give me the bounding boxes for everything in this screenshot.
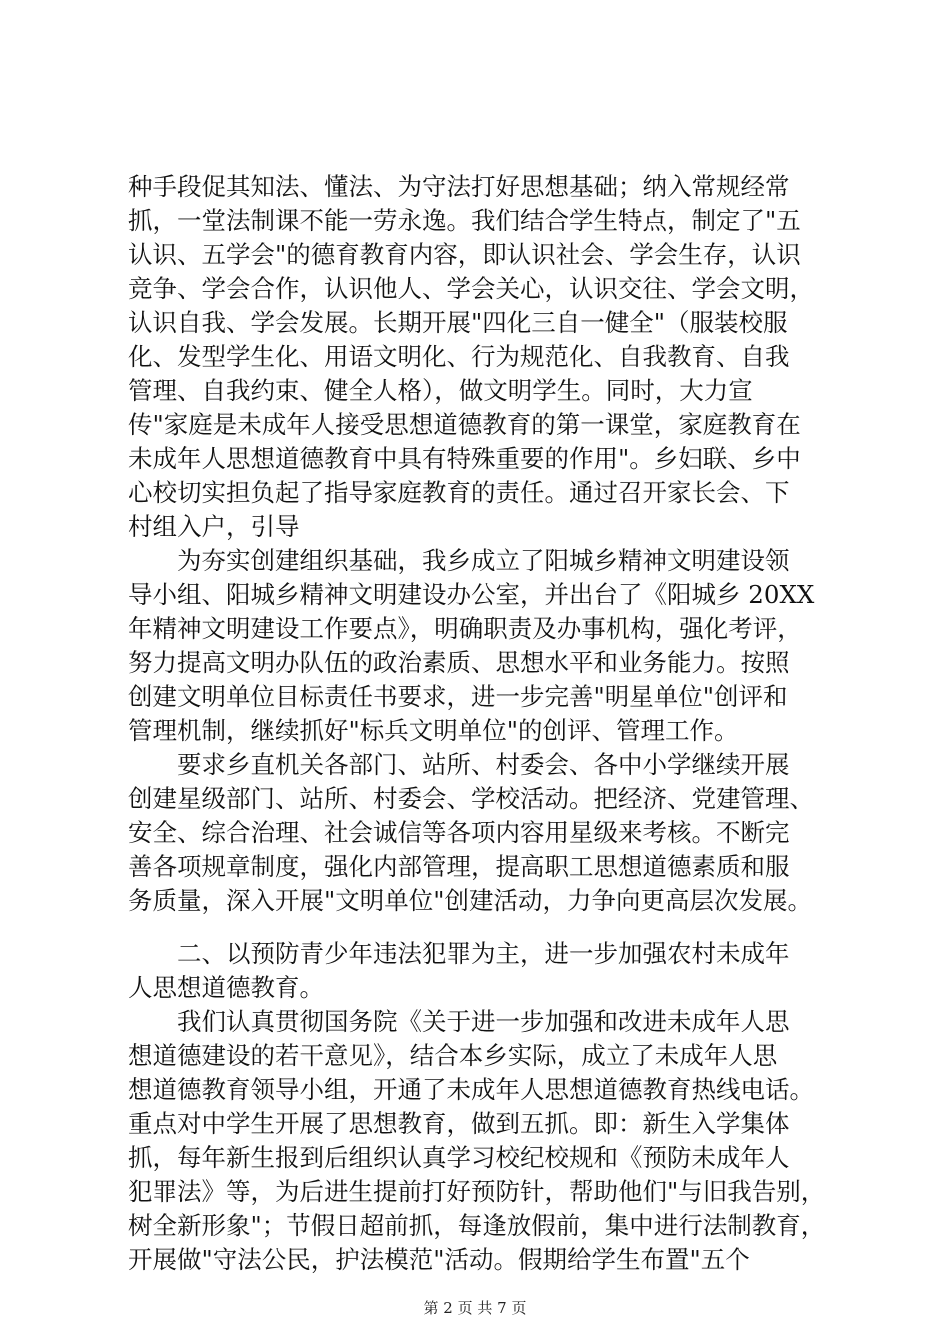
paragraph-3 (128, 748, 828, 918)
heading-line: 人思想道德教育。 (128, 973, 324, 1002)
paragraph-5 (128, 1005, 828, 1277)
text-line: 导小组、阳城乡精神文明建设办公室，并出台了《阳城乡 20XX (128, 580, 815, 609)
text-line: 想道德教育领导小组，开通了未成年人思想道德教育热线电话。 (128, 1075, 814, 1104)
text-line: 努力提高文明办队伍的政治素质、思想水平和业务能力。按照 (128, 648, 790, 677)
text-line: 化、发型学生化、用语文明化、行为规范化、自我教育、自我 (128, 342, 790, 371)
text-line: 树全新形象"；节假日超前抓，每逢放假前，集中进行法制教育， (128, 1211, 826, 1240)
text-line: 认识自我、学会发展。长期开展"四化三自一健全"（服装校服 (128, 308, 788, 337)
text-line: 想道德建设的若干意见》，结合本乡实际，成立了未成年人思 (128, 1041, 778, 1070)
text-line: 我们认真贯彻国务院《关于进一步加强和改进未成年人思 (128, 1007, 790, 1036)
text-line: 安全、综合治理、社会诚信等各项内容用星级来考核。不断完 (128, 818, 790, 847)
heading-line: 二、以预防青少年违法犯罪为主，进一步加强农村未成年 (128, 939, 790, 968)
text-line: 村组入户，引导 (128, 512, 300, 541)
text-line: 抓，一堂法制课不能一劳永逸。我们结合学生特点，制定了"五 (128, 206, 801, 235)
text-line: 创建星级部门、站所、村委会、学校活动。把经济、党建管理、 (128, 784, 814, 813)
text-line: 犯罪法》等，为后进生提前打好预防针，帮助他们"与旧我告别， (128, 1177, 826, 1206)
text-line: 心校切实担负起了指导家庭教育的责任。通过召开家长会、下 (128, 478, 790, 507)
paragraph-spacer (128, 918, 828, 937)
text-line: 创建文明单位目标责任书要求，进一步完善"明星单位"创评和 (128, 682, 788, 711)
text-line: 务质量，深入开展"文明单位"创建活动，力争向更高层次发展。 (128, 886, 813, 915)
text-line: 竞争、学会合作，认识他人、学会关心，认识交往、学会文明， (128, 274, 814, 303)
body-text (128, 170, 828, 1277)
section-heading (128, 937, 828, 1005)
paragraph-1 (128, 170, 828, 544)
text-line: 传"家庭是未成年人接受思想道德教育的第一课堂，家庭教育在 (128, 410, 801, 439)
text-line: 要求乡直机关各部门、站所、村委会、各中小学继续开展 (128, 750, 790, 779)
text-line: 管理、自我约束、健全人格），做文明学生。同时，大力宣 (128, 376, 753, 405)
paragraph-2 (128, 544, 828, 748)
text-line: 抓，每年新生报到后组织认真学习校纪校规和《预防未成年人 (128, 1143, 790, 1172)
text-line: 管理机制，继续抓好"标兵文明单位"的创评、管理工作。 (128, 716, 739, 745)
text-line: 年精神文明建设工作要点》，明确职责及办事机构，强化考评， (128, 614, 802, 643)
text-line: 认识、五学会"的德育教育内容，即认识社会、学会生存，认识 (128, 240, 801, 269)
text-line: 重点对中学生开展了思想教育，做到五抓。即：新生入学集体 (128, 1109, 790, 1138)
text-line: 善各项规章制度，强化内部管理，提高职工思想道德素质和服 (128, 852, 790, 881)
text-line: 种手段促其知法、懂法、为守法打好思想基础；纳入常规经常 (128, 172, 790, 201)
text-line: 开展做"守法公民，护法模范"活动。假期给学生布置"五个 (128, 1245, 750, 1274)
page-number-footer: 第 2 页 共 7 页 (423, 1299, 527, 1317)
text-line: 为夯实创建组织基础，我乡成立了阳城乡精神文明建设领 (128, 546, 790, 575)
text-line: 未成年人思想道德教育中具有特殊重要的作用"。乡妇联、乡中 (128, 444, 801, 473)
